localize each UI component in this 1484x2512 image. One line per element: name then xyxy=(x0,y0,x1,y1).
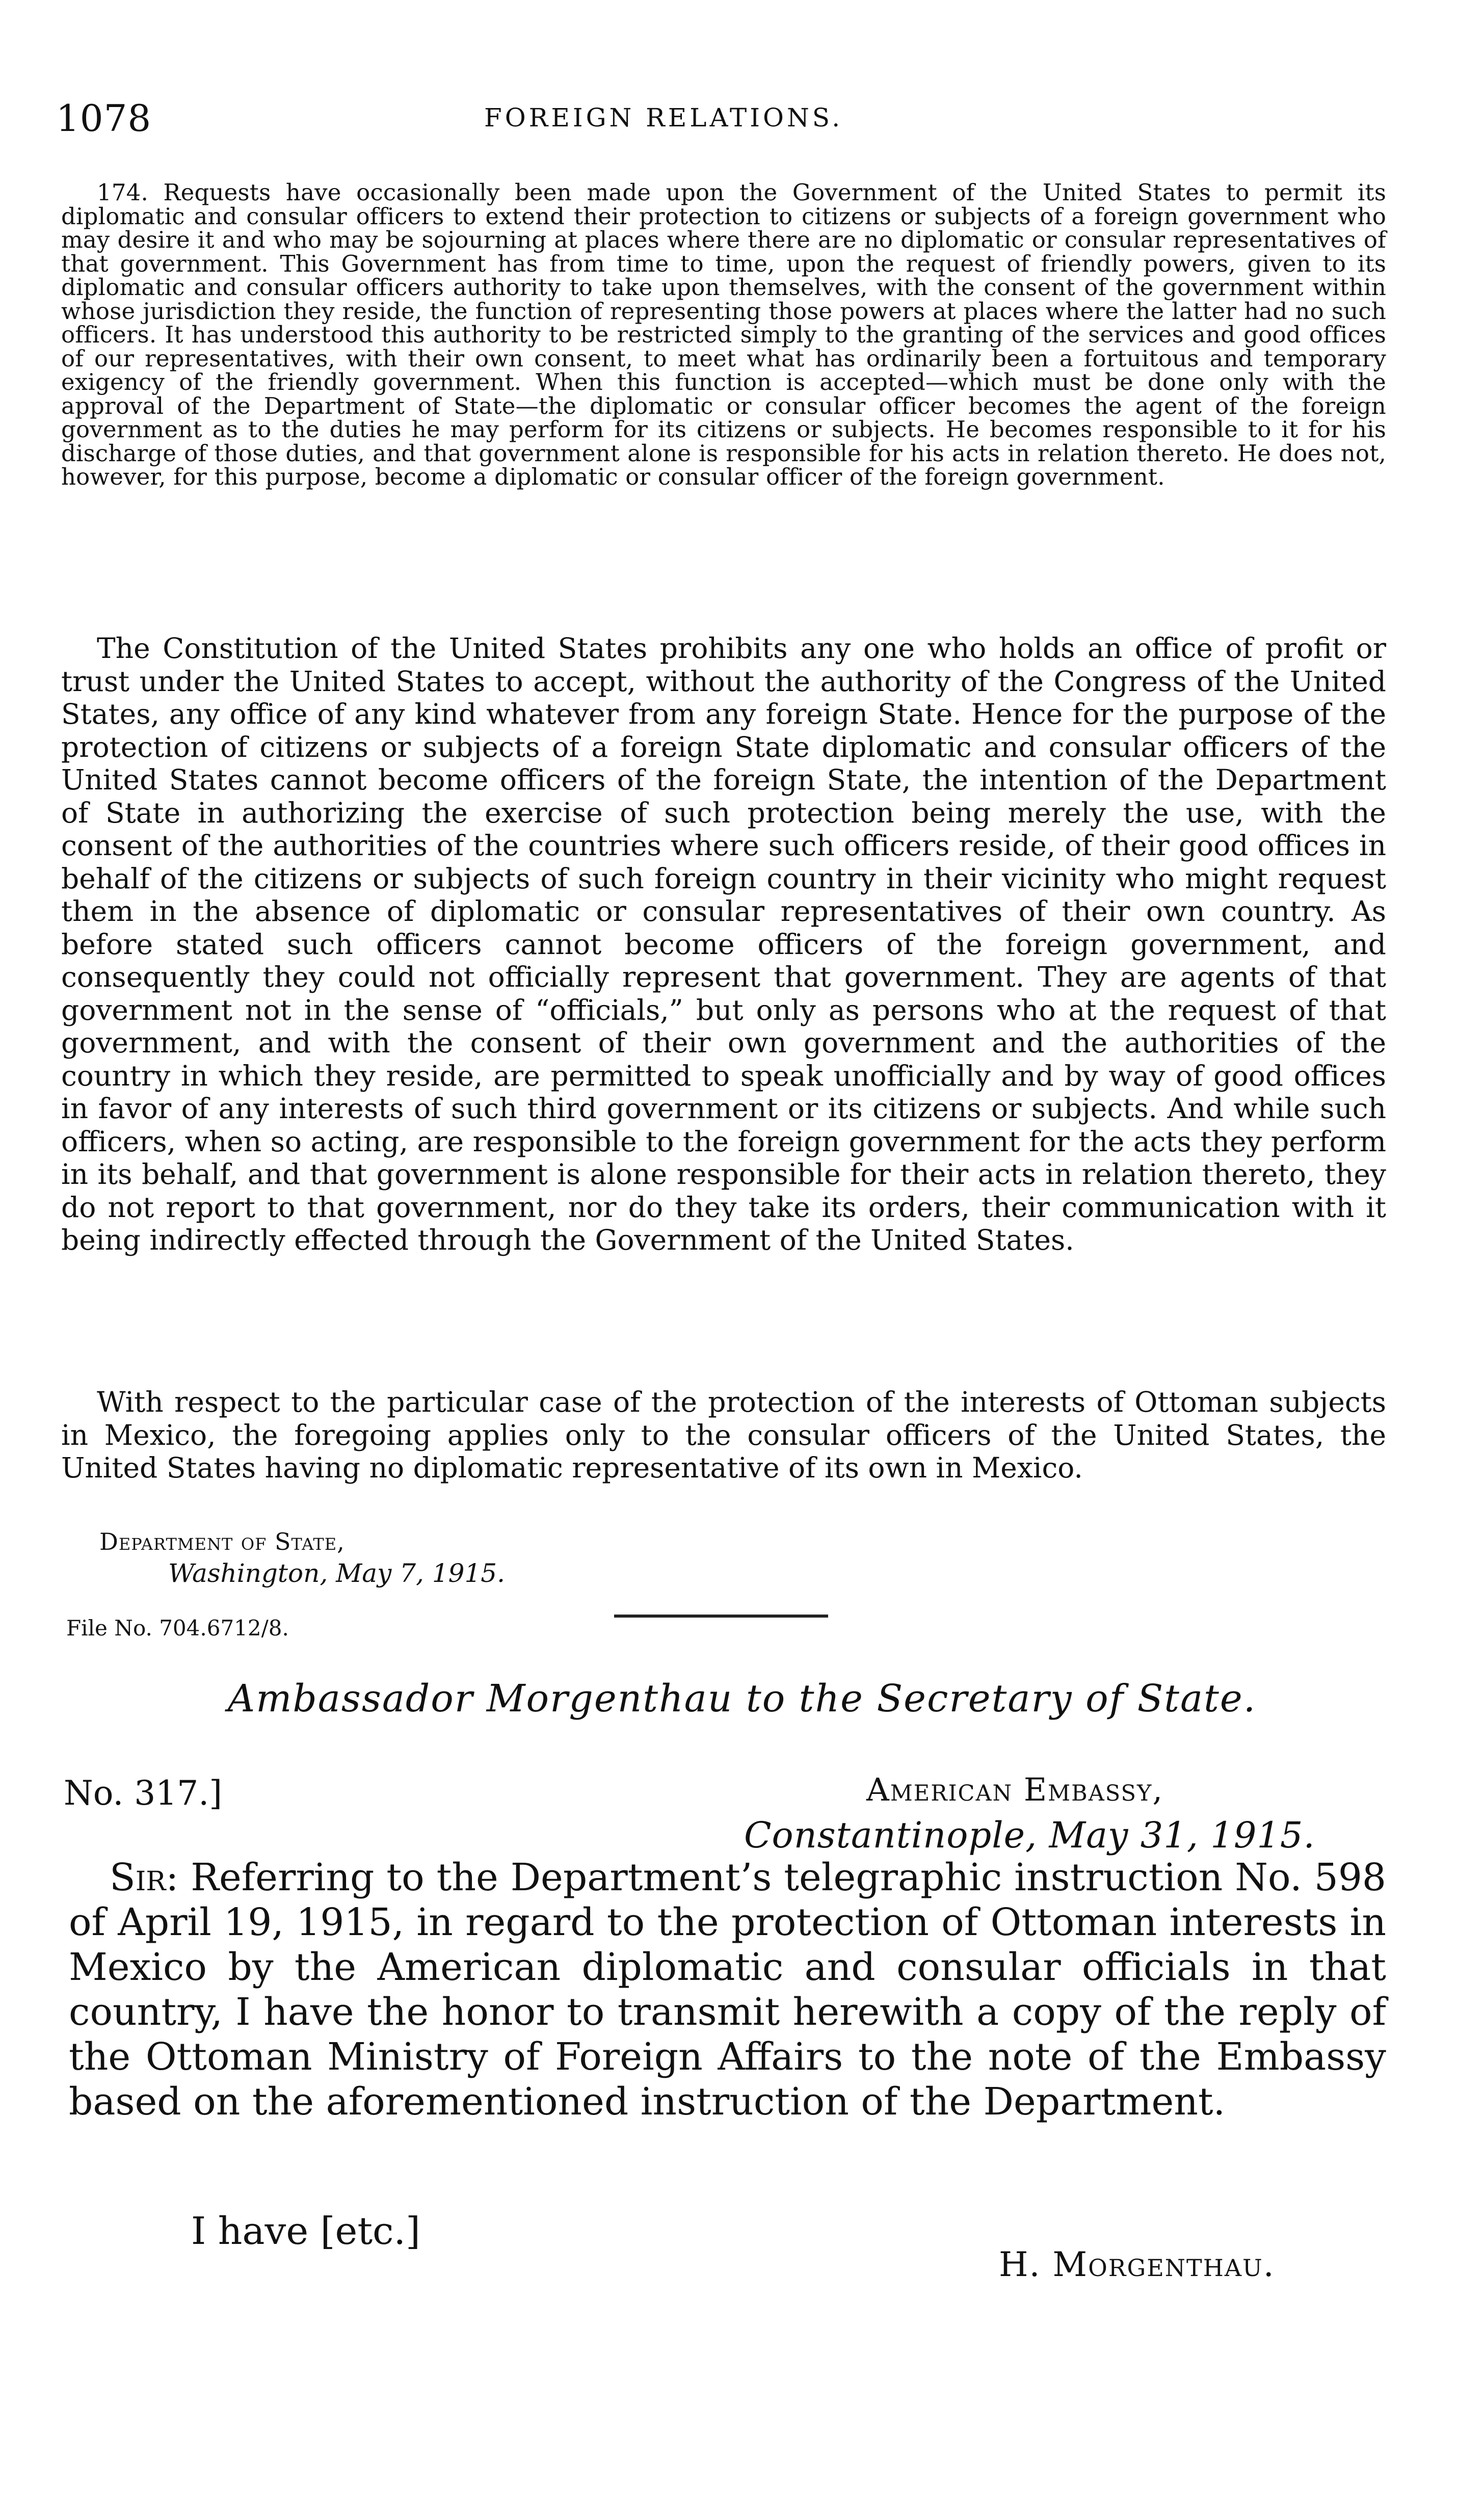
letter-closing: I have [etc.] xyxy=(191,2209,420,2253)
signature: H. Morgenthau. xyxy=(999,2245,1275,2284)
file-number: File No. 704.6712/8. xyxy=(66,1616,289,1641)
embassy-name: American Embassy, xyxy=(866,1771,1164,1808)
paragraph-constitution: The Constitution of the United States prohibits any one who holds an office of profit or trust under the United States to accept, without the authority of the Congress of the United States, any office of any kind whatever from any foreign State. Hence for the purpose of the protection of citizens or subjects of a foreign State diplomatic and consular officers of the United States cannot become officers of the foreign State, the intention of the Department of State in authorizing the exercise of such protection being merely the use, with the consent of the authorities of the countries where such officers reside, of their good offices in behalf of the citizens or subjects of such foreign country in their vicinity who might request them in the absence of diplomatic or consular representatives of their own country. As before stated such officers cannot become officers of the foreign government, and consequently they could not officially represent that government. They are agents of that government not in the sense of “officials,” but only as persons who at the request of that government, and with the consent of their own government and the authorities of the country in which they reside, are permitted to speak unofficially and by way of good offices in favor of any interests of such third government or its citizens or subjects. And while such officers, when so acting, are responsible to the foreign government for the acts they perform in its behalf, and that government is alone responsible for their acts in relation thereto, they do not report to that government, nor do they take its orders, their communication with it being indirectly effected through the Government of the United States. xyxy=(61,632,1386,1256)
page-number: 1078 xyxy=(56,97,152,140)
document-title: Ambassador Morgenthau to the Secretary of State. xyxy=(227,1677,1257,1721)
running-head: FOREIGN RELATIONS. xyxy=(484,103,843,133)
document-number: No. 317.] xyxy=(64,1774,222,1813)
letter-place-date: Constantinople, May 31, 1915. xyxy=(744,1814,1315,1856)
section-divider xyxy=(614,1615,828,1618)
signoff-department: Department of State, xyxy=(99,1528,345,1555)
paragraph-174: 174. Requests have occasionally been made upon the Government of the United States to permit its diplomatic and consular officers to extend their protection to citizens or subjects of a foreign government who may desire it and who may be sojourning at places where there are no diplomatic or consular representatives of that government. This Government has from time to time, upon the request of friendly powers, given to its diplomatic and consular officers authority to take upon themselves, with the consent of the government within whose jurisdiction they reside, the function of representing those powers at places where the latter had no such officers. It has understood this authority to be restricted simply to the granting of the services and good offices of our representatives, with their own consent, to meet what has ordinarily been a fortuitous and temporary exigency of the friendly government. When this function is accepted—which must be done only with the approval of the Department of State—the diplomatic or consular officer becomes the agent of the foreign government as to the duties he may perform for its citizens or subjects. He becomes responsible to it for his discharge of those duties, and that government alone is responsible for his acts in relation thereto. He does not, however, for this purpose, become a diplomatic or consular officer of the foreign government. xyxy=(61,179,1386,490)
salutation: Sir xyxy=(110,1856,166,1899)
page-header xyxy=(56,97,1391,153)
paragraph-ottoman: With respect to the particular case of the protection of the interests of Ottoman subjects in Mexico, the foregoing applies only to the consular officers of the United States, the United States having no diplomatic representative of its own in Mexico. xyxy=(61,1386,1386,1484)
signoff-place-date: Washington, May 7, 1915. xyxy=(168,1558,505,1588)
letter-body xyxy=(69,1855,1386,2124)
letter-text: : Referring to the Department’s telegraphic instruction No. 598 of April 19, 1915, in regard to the protection of Ottoman interests in Mexico by the American diplomatic and consular officials in that country, I have the honor to transmit herewith a copy of the reply of the Ottoman Ministry of Foreign Affairs to the note of the Embassy based on the aforementioned instruction of the Department. xyxy=(69,1856,1386,2124)
